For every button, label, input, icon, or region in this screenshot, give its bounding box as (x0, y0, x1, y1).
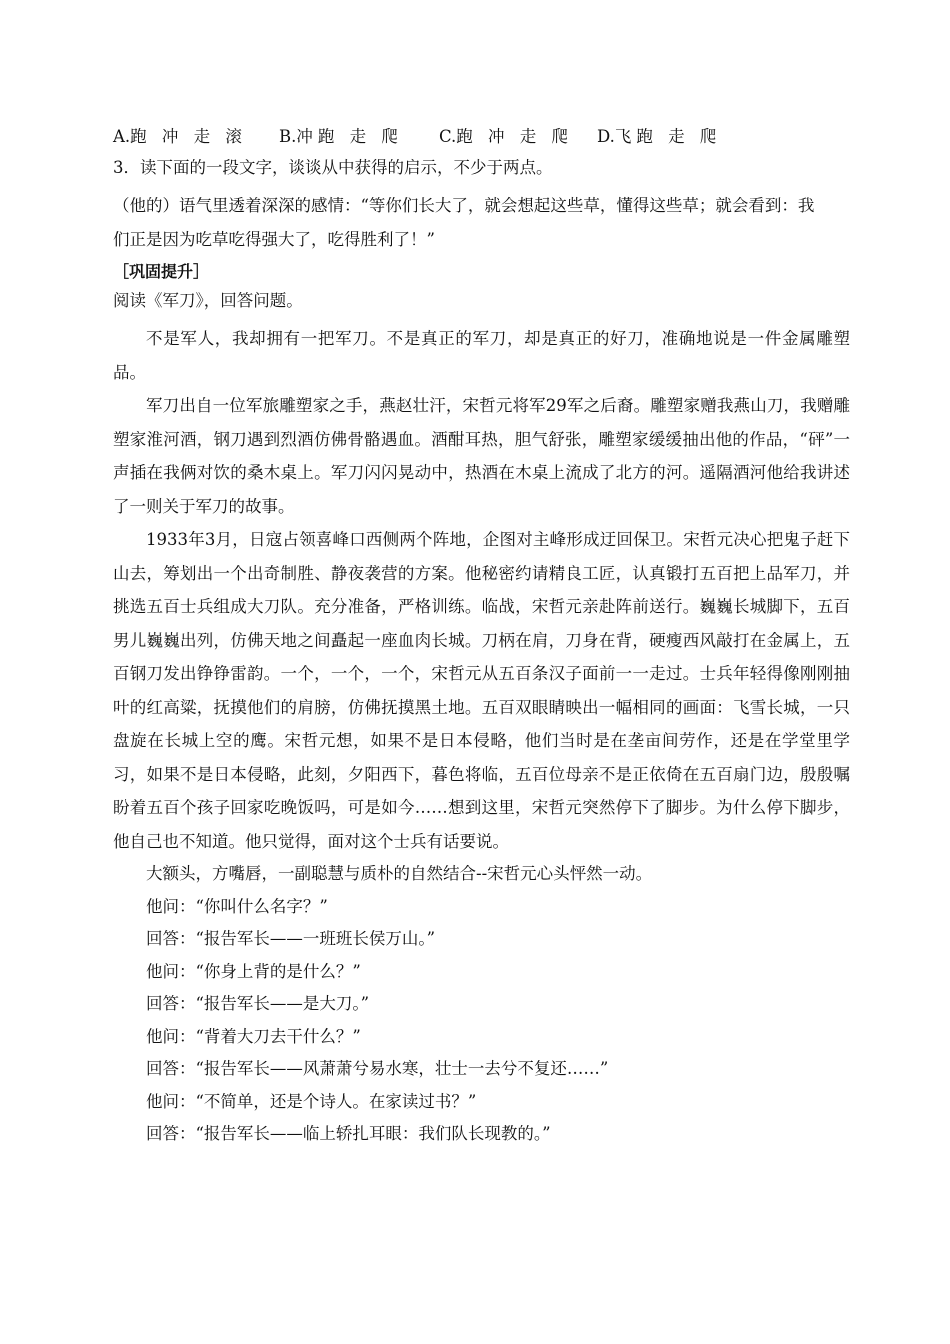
dialogue-line: 回答：“报告军长——临上轿扎耳眼：我们队长现教的。” (146, 1124, 551, 1143)
reading-intro: 阅读《军刀》，回答问题。 (113, 291, 303, 310)
option-text: 跑 冲 走 爬 (456, 127, 574, 146)
option-c (439, 121, 597, 153)
paragraph-2: 军刀出自一位军旅雕塑家之手，燕赵壮汗，宋哲元将军29军之后裔。雕塑家赠我燕山刀，我赠雕塑家淮河酒，钢刀遇到烈酒仿佛骨骼遇血。酒酣耳热，胆气舒张，雕塑家缓缓抽出他的作品，“砰”一声插在我俩对饮的桑木桌上。军刀闪闪晃动中，热酒在木桌上流成了北方的河。遥隔酒河他给我讲述了一则关于军刀的故事。 (113, 396, 850, 516)
option-text: 跑 冲 走 滚 (130, 127, 247, 146)
option-d (597, 121, 757, 153)
dialogue-line: 回答：“报告军长——风萧萧兮易水寒，壮士一去兮不复还……” (146, 1059, 609, 1078)
option-letter: D. (597, 127, 615, 146)
section-title: ［巩固提升］ (113, 262, 210, 281)
document-content (113, 121, 850, 1151)
dialogue-line: 他问：“不简单，还是个诗人。在家读过书？” (146, 1091, 477, 1111)
paragraph-3: 1933年3月，日寇占领喜峰口西侧两个阵地，企图对主峰形成迂回保卫。宋哲元决心把鬼子赶下山去，筹划出一个出奇制胜、静夜袭营的方案。他秘密约请精良工匠，认真锻打五百把上品军刀，并挑选五百士兵组成大刀队。充分准备，严格训练。临战，宋哲元亲赴阵前送行。巍巍长城脚下，五百男儿巍巍出列，仿佛天地之间矗起一座血肉长城。刀柄在肩，刀身在背，硬瘦西风敲打在金属上，五百钢刀发出铮铮雷韵。一个，一个，一个，宋哲元从五百条汉子面前一一走过。士兵年轻得像刚刚抽叶的红高粱，抚摸他们的肩膀，仿佛抚摸黑土地。五百双眼睛映出一幅相同的画面：飞雪长城，一只盘旋在长城上空的鹰。宋哲元想，如果不是日本侵略，他们当时是在垄亩间劳作，还是在学堂里学习，如果不是日本侵略，此刻，夕阳西下，暮色将临，五百位母亲不是正依倚在五百扇门边，殷殷嘱盼着五百个孩子回家吃晚饭吗，可是如今……想到这里，宋哲元突然停下了脚步。为什么停下脚步，他自己也不知道。他只觉得，面对这个士兵有话要说。 (113, 530, 850, 851)
question2-options (113, 121, 850, 153)
dialogue-line: 他问：“背着大刀去干什么？” (146, 1026, 361, 1046)
option-letter: B. (279, 127, 297, 146)
option-text: 冲跑 走 爬 (296, 127, 403, 146)
question3-quote-line2: 们正是因为吃草吃得强大了，吃得胜利了！” (113, 230, 435, 249)
dialogue-line: 他问：“你叫什么名字？” (146, 896, 328, 916)
option-letter: A. (113, 127, 131, 146)
paragraph-1: 不是军人，我却拥有一把军刀。不是真正的军刀，却是真正的好刀，准确地说是一件金属雕塑品。 (113, 329, 850, 382)
dialogue-line: 回答：“报告军长——是大刀。” (146, 994, 370, 1013)
dialogue-line: 他问：“你身上背的是什么？” (146, 961, 361, 981)
option-text: 飞跑 走 爬 (614, 127, 722, 146)
question3-quote-line1: （他的）语气里透着深深的感情：“等你们长大了，就会想起这些草，懂得这些草；就会看到：我 (113, 196, 815, 215)
dialogue-line: 大额头，方嘴唇，一副聪慧与质朴的自然结合--宋哲元心头怦然一动。 (146, 864, 653, 883)
option-b (279, 121, 439, 153)
option-a (113, 121, 279, 153)
dialogue-line: 回答：“报告军长——一班班长侯万山。” (146, 929, 436, 948)
option-letter: C. (439, 127, 457, 146)
question3-prompt: 3．读下面的一段文字，谈谈从中获得的启示，不少于两点。 (113, 158, 553, 177)
